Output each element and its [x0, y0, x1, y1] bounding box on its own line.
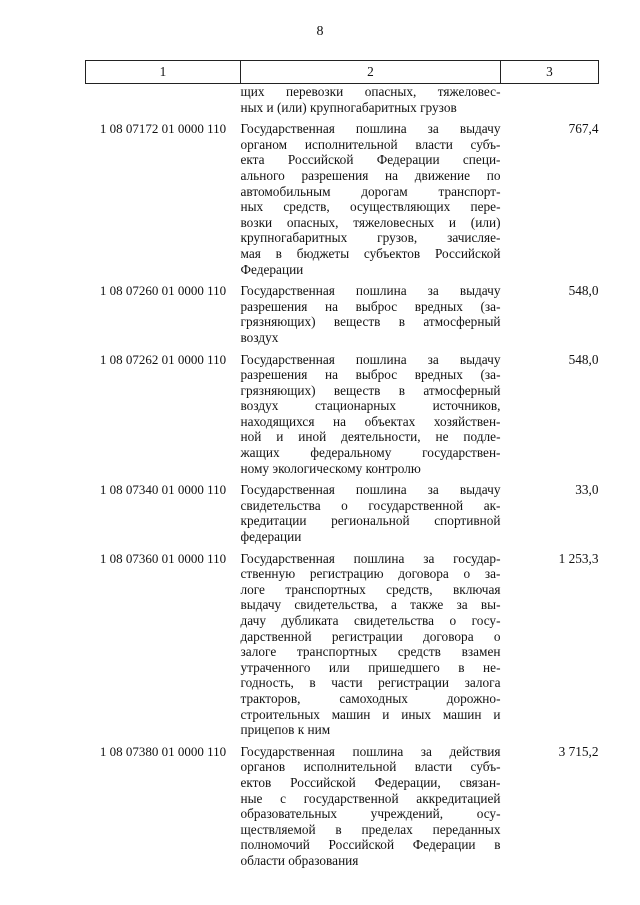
description-line: разрешения на выброс вредных (за- — [240, 367, 501, 383]
description-cell — [241, 277, 501, 345]
description-line: ектов Российской Федерации, связан- — [240, 774, 501, 790]
table-row — [86, 346, 599, 477]
description-line: тракторов, самоходных дорожно- — [240, 690, 501, 706]
description-line: органом исполнительной власти субъ- — [240, 136, 501, 152]
description-line: кредитации региональной спортивной — [240, 513, 501, 529]
description-line: возки опасных, тяжеловесных и (или) — [240, 214, 501, 230]
description-line: органов исполнительной власти субъ- — [240, 759, 501, 775]
description-line: прицепов к ним — [240, 722, 331, 738]
table-header — [86, 61, 599, 84]
description-line: воздух стационарных источников, — [240, 398, 501, 414]
description-line: екта Российской Федерации специ- — [240, 152, 501, 168]
code-cell: 1 08 07262 01 0000 110 — [99, 351, 227, 367]
description-line: мая в бюджеты субъектов Российской — [240, 245, 501, 261]
description-line: дарственной регистрации договора о — [240, 628, 501, 644]
description-line: ных средств, осуществляющих пере- — [240, 199, 501, 215]
header-col-1: 1 — [86, 61, 241, 84]
table-row — [86, 115, 599, 277]
description-line: Государственная пошлина за действия — [240, 743, 501, 759]
table-row — [86, 738, 599, 869]
description-line: ному экологическому контролю — [240, 460, 421, 476]
budget-table — [85, 60, 599, 869]
amount-cell: 548,0 — [568, 283, 599, 299]
description-line: дачу дубликата свидетельства о госу- — [240, 613, 501, 628]
description-line: полномочий Российской Федерации в — [240, 837, 501, 853]
table-row — [86, 545, 599, 738]
description-cell — [241, 476, 501, 544]
description-line: образовательных учреждений, осу- — [240, 806, 501, 822]
description-line: воздух — [240, 329, 279, 345]
description-line: ственную регистрацию договора о за- — [240, 566, 501, 582]
description-line: свидетельства о государственной ак- — [240, 497, 501, 513]
code-cell: 1 08 07340 01 0000 110 — [99, 482, 227, 498]
code-cell — [86, 84, 241, 116]
table-body — [86, 84, 599, 869]
description-line: Государственная пошлина за выдачу — [240, 283, 501, 299]
description-line: логе транспортных средств, включая — [240, 581, 501, 597]
code-cell: 1 08 07172 01 0000 110 — [99, 121, 227, 137]
description-cell — [241, 545, 501, 738]
description-line: выдачу свидетельства, а также за вы- — [240, 597, 501, 613]
table-row — [86, 277, 599, 345]
amount-cell: 767,4 — [568, 121, 599, 137]
description-line: грязняющих) веществ в атмосферный — [240, 382, 501, 398]
table-row — [86, 476, 599, 544]
description-line: ные с государственной аккредитацией — [240, 790, 501, 806]
code-cell: 1 08 07360 01 0000 110 — [99, 550, 227, 566]
description-line: утраченного или пришедшего в не- — [240, 659, 501, 675]
description-line: Государственная пошлина за государ- — [240, 550, 501, 566]
code-cell: 1 08 07380 01 0000 110 — [99, 743, 227, 759]
table-row-continuation — [86, 84, 599, 116]
amount-cell: 1 253,3 — [558, 550, 599, 566]
description-line: разрешения на выброс вредных (за- — [240, 298, 501, 314]
description-line: крупногабаритных грузов, зачисляе- — [240, 230, 501, 246]
page-number: 8 — [316, 24, 324, 39]
description-line: жащих федеральному государствен- — [240, 445, 501, 461]
description-line: строительных машин и иных машин и — [240, 706, 501, 722]
description-line: ной и иной деятельности, не подле- — [240, 429, 501, 445]
amount-cell: 548,0 — [568, 351, 599, 367]
description-line: ных и (или) крупногабаритных грузов — [240, 99, 457, 115]
description-line: ществляемой в пределах переданных — [240, 821, 501, 837]
code-cell: 1 08 07260 01 0000 110 — [99, 283, 227, 299]
description-line: Государственная пошлина за выдачу — [240, 482, 501, 498]
description-line: Государственная пошлина за выдачу — [240, 351, 501, 367]
description-line: залоге транспортных средств взамен — [240, 644, 501, 660]
header-col-3: 3 — [501, 61, 599, 84]
description-line: годность, в части регистрации залога — [240, 675, 501, 691]
description-line: Федерации — [240, 261, 304, 277]
description-line: федерации — [240, 529, 302, 545]
description-line: щих перевозки опасных, тяжеловес- — [240, 84, 501, 99]
description-line: ального разрешения на движение по — [240, 167, 501, 183]
description-line: области образования — [240, 852, 359, 868]
amount-cell — [501, 84, 599, 116]
description-line: автомобильным дорогам транспорт- — [240, 183, 501, 199]
description-cell — [241, 115, 501, 277]
description-cell — [241, 84, 501, 116]
description-line: находящихся на объектах хозяйствен- — [240, 413, 501, 429]
header-col-2: 2 — [241, 61, 501, 84]
amount-cell: 33,0 — [575, 482, 599, 498]
amount-cell: 3 715,2 — [558, 743, 599, 759]
description-cell — [241, 738, 501, 869]
description-cell — [241, 346, 501, 477]
description-line: Государственная пошлина за выдачу — [240, 121, 501, 137]
description-line: грязняющих) веществ в атмосферный — [240, 314, 501, 330]
